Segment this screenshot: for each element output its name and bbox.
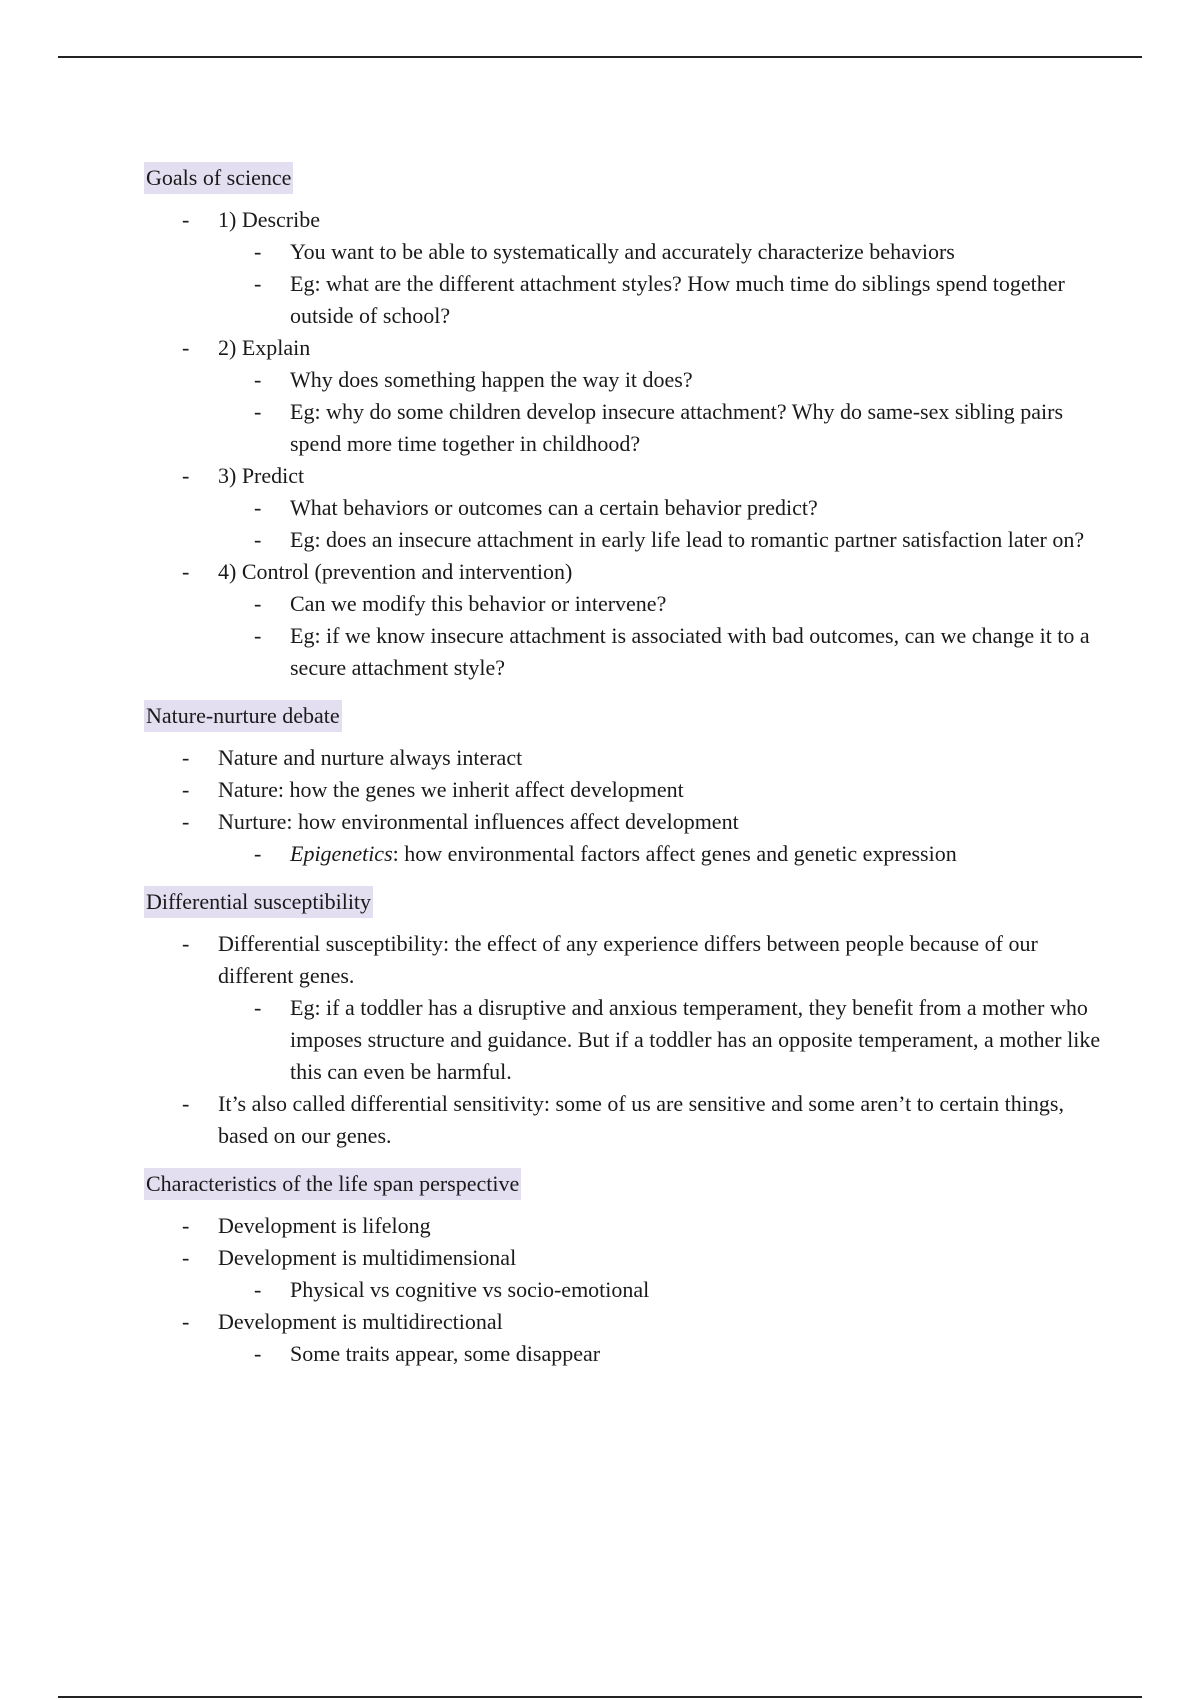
list-item-text: Nurture: how environmental influences affect development [218, 809, 739, 834]
sub-list-item [254, 620, 1106, 684]
list-item-text: Development is multidirectional [218, 1309, 503, 1334]
list-item-text: Nature: how the genes we inherit affect development [218, 777, 684, 802]
bullet-dash: - [182, 931, 190, 956]
bullet-dash: - [254, 239, 262, 264]
bullet-dash: - [182, 1309, 190, 1334]
bullet-dash: - [182, 1213, 190, 1238]
sub-bullet-list [218, 1338, 1106, 1370]
bullet-dash: - [254, 527, 262, 552]
sub-list-item [254, 1274, 1106, 1306]
bottom-rule [58, 1696, 1142, 1698]
sub-list-item [254, 1338, 1106, 1370]
section-goals-of-science [146, 162, 1106, 684]
bullet-dash: - [254, 995, 262, 1020]
list-item-text: Development is lifelong [218, 1213, 431, 1238]
list-item-text: Nature and nurture always interact [218, 745, 523, 770]
sub-list-item [254, 838, 1106, 870]
sub-list-item-text: Eg: if we know insecure attachment is associated with bad outcomes, can we change it to a secure attachment style? [290, 623, 1090, 680]
bullet-dash: - [182, 777, 190, 802]
bullet-dash: - [254, 1341, 262, 1366]
top-rule [58, 56, 1142, 58]
sub-list-item [254, 588, 1106, 620]
italic-term: Epigenetics [290, 841, 393, 866]
bullet-dash: - [254, 841, 262, 866]
sub-bullet-list [218, 492, 1106, 556]
list-item [146, 1210, 1106, 1242]
section-differential-susceptibility [146, 886, 1106, 1152]
sub-bullet-list [218, 992, 1106, 1088]
sub-list-item [254, 236, 1106, 268]
list-item-text: 3) Predict [218, 463, 305, 488]
list-item [146, 332, 1106, 460]
bullet-dash: - [182, 207, 190, 232]
sub-list-item [254, 364, 1106, 396]
sub-list-item-text: Can we modify this behavior or intervene? [290, 591, 667, 616]
list-item-text: It’s also called differential sensitivity: some of us are sensitive and some aren’t to certain things, based on our genes. [218, 1091, 1064, 1148]
bullet-dash: - [182, 1245, 190, 1270]
list-item [146, 204, 1106, 332]
list-item [146, 806, 1106, 870]
sub-list-item-text: Eg: if a toddler has a disruptive and anxious temperament, they benefit from a mother who imposes structure and guidance. But if a toddler has an opposite temperament, a mother like this can even be harmful. [290, 995, 1101, 1084]
list-item [146, 1306, 1106, 1370]
bullet-dash: - [182, 1091, 190, 1116]
sub-list-item-text: You want to be able to systematically and accurately characterize behaviors [290, 239, 955, 264]
bullet-dash: - [254, 623, 262, 648]
list-item-text: 2) Explain [218, 335, 311, 360]
sub-list-item-text: Why does something happen the way it does? [290, 367, 693, 392]
list-item-text: 1) Describe [218, 207, 321, 232]
bullet-list [146, 1210, 1106, 1370]
sub-bullet-list [218, 1274, 1106, 1306]
sub-bullet-list [218, 588, 1106, 684]
sub-list-item [254, 524, 1106, 556]
list-item [146, 556, 1106, 684]
bullet-dash: - [254, 271, 262, 296]
sub-list-item [254, 268, 1106, 332]
list-item [146, 742, 1106, 774]
sub-list-item-text: Some traits appear, some disappear [290, 1341, 601, 1366]
section-heading: Nature-nurture debate [144, 700, 342, 732]
list-item [146, 928, 1106, 1088]
list-item [146, 774, 1106, 806]
sub-list-item-text: Eg: does an insecure attachment in early life lead to romantic partner satisfaction later on? [290, 527, 1085, 552]
section-heading: Differential susceptibility [144, 886, 373, 918]
sub-list-item [254, 396, 1106, 460]
document-body [146, 162, 1106, 1370]
bullet-dash: - [254, 591, 262, 616]
bullet-dash: - [254, 367, 262, 392]
bullet-dash: - [182, 809, 190, 834]
list-item-text: Differential susceptibility: the effect of any experience differs between people because of our different genes. [218, 931, 1038, 988]
list-item [146, 1242, 1106, 1306]
bullet-dash: - [182, 559, 190, 584]
list-item-text: Development is multidimensional [218, 1245, 517, 1270]
section-heading: Characteristics of the life span perspective [144, 1168, 521, 1200]
bullet-dash: - [182, 463, 190, 488]
sub-list-item [254, 992, 1106, 1088]
bullet-list [146, 204, 1106, 684]
bullet-dash: - [254, 399, 262, 424]
sub-list-item-text: Eg: what are the different attachment styles? How much time do siblings spend together outside of school? [290, 271, 1065, 328]
sub-list-item-text: Eg: why do some children develop insecure attachment? Why do same-sex sibling pairs spend more time together in childhood? [290, 399, 1064, 456]
sub-list-item-text: What behaviors or outcomes can a certain behavior predict? [290, 495, 818, 520]
bullet-dash: - [254, 495, 262, 520]
sub-bullet-list [218, 364, 1106, 460]
bullet-dash: - [182, 335, 190, 360]
sub-bullet-list [218, 838, 1106, 870]
sub-list-item-text: Physical vs cognitive vs socio-emotional [290, 1277, 650, 1302]
bullet-list [146, 928, 1106, 1152]
sub-list-item-text: : how environmental factors affect genes and genetic expression [392, 841, 957, 866]
list-item-text: 4) Control (prevention and intervention) [218, 559, 573, 584]
bullet-list [146, 742, 1106, 870]
section-life-span-perspective [146, 1168, 1106, 1370]
section-heading: Goals of science [144, 162, 293, 194]
sub-list-item [254, 492, 1106, 524]
section-nature-nurture [146, 700, 1106, 870]
bullet-dash: - [254, 1277, 262, 1302]
list-item [146, 460, 1106, 556]
sub-bullet-list [218, 236, 1106, 332]
bullet-dash: - [182, 745, 190, 770]
list-item [146, 1088, 1106, 1152]
